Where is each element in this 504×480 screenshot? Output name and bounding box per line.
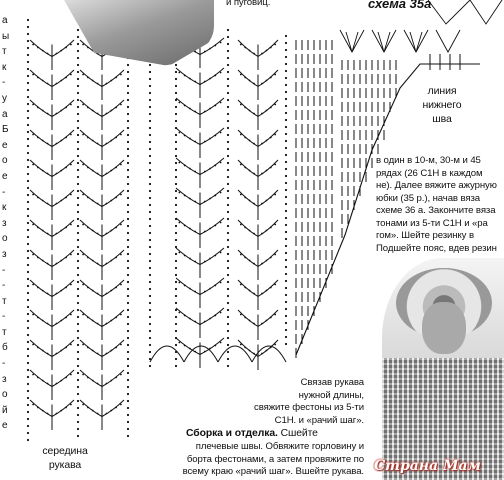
instruction-line: не). Далее вяжите ажурную	[376, 180, 497, 191]
assembly-line-2: всему краю «рачий шаг». Вшейте рукава.	[182, 466, 364, 477]
watermark: Страна Мам	[374, 458, 481, 474]
left-margin-char: к	[2, 61, 7, 73]
left-margin-text	[2, 14, 12, 435]
bottom-line-0: Связав рукава	[300, 377, 364, 388]
left-margin-char: у	[2, 92, 7, 104]
left-margin-char: з	[2, 248, 7, 260]
top-text: и пуговиц.	[226, 0, 271, 8]
assembly-text	[168, 441, 364, 479]
left-margin-char: а	[2, 108, 8, 120]
left-margin-char: з	[2, 373, 7, 385]
left-margin-char: -	[2, 311, 6, 323]
left-margin-char: з	[2, 217, 7, 229]
instructions-right	[376, 155, 504, 255]
left-margin-char: Б	[2, 124, 9, 136]
left-margin-char: а	[2, 15, 8, 26]
scheme-title: схема 35а	[368, 0, 432, 11]
instruction-line: схеме 36 а. Закончите вяза	[376, 205, 496, 216]
left-margin-char: -	[2, 280, 6, 292]
left-margin-char: е	[2, 420, 8, 432]
instruction-line: Подшейте пояс, вдев резин	[376, 242, 497, 254]
sleeve-middle-label: середина рукава	[42, 445, 88, 471]
bottom-line-3: С1Н. и «рачий шаг».	[274, 414, 364, 426]
left-margin-char: к	[2, 202, 7, 214]
left-margin-char: е	[2, 170, 8, 182]
left-margin-char: б	[2, 342, 8, 354]
seam-line-label: линия нижнего шва	[422, 85, 462, 125]
left-margin-char: о	[2, 155, 8, 167]
left-margin-char: -	[2, 264, 6, 276]
bottom-line-2: свяжите фестоны из 5-ти	[254, 402, 364, 413]
assembly-line-0: плечевые швы. Обвяжите горловину и	[195, 441, 364, 452]
assembly-heading-row	[186, 428, 366, 441]
left-margin-char: о	[2, 233, 8, 245]
assembly-line-1: борта фестонами, а затем провяжите по	[186, 453, 364, 465]
instruction-line: в один в 10-м, 30-м и 45	[376, 155, 481, 166]
left-margin-char: е	[2, 139, 8, 151]
left-margin-char: т	[2, 326, 7, 338]
left-margin-char: -	[2, 358, 6, 370]
instruction-line: юбки (35 р.), начав вяза	[376, 192, 481, 204]
left-margin-char: о	[2, 389, 8, 401]
instruction-line: рядах (26 С1Н в каждом	[376, 167, 483, 179]
bottom-line-1: нужной длины,	[298, 389, 364, 401]
left-margin-char: -	[2, 77, 6, 89]
model-photo	[382, 258, 504, 480]
assembly-heading: Сборка и отделка.	[186, 428, 278, 439]
left-margin-char: -	[2, 186, 6, 198]
instructions-bottom	[168, 377, 364, 427]
left-margin-char: т	[2, 295, 7, 307]
instruction-line: тонами из 5-ти С1Н и «ра	[376, 217, 488, 229]
face-shape	[422, 302, 466, 354]
left-margin-char: й	[2, 404, 8, 416]
left-margin-char: ы	[2, 30, 10, 42]
instruction-line: гом». Шейте резинку в	[376, 230, 474, 241]
seam-ticks	[430, 54, 460, 70]
assembly-heading-rest: Сшейте	[277, 428, 318, 439]
left-margin-char: т	[2, 46, 7, 58]
